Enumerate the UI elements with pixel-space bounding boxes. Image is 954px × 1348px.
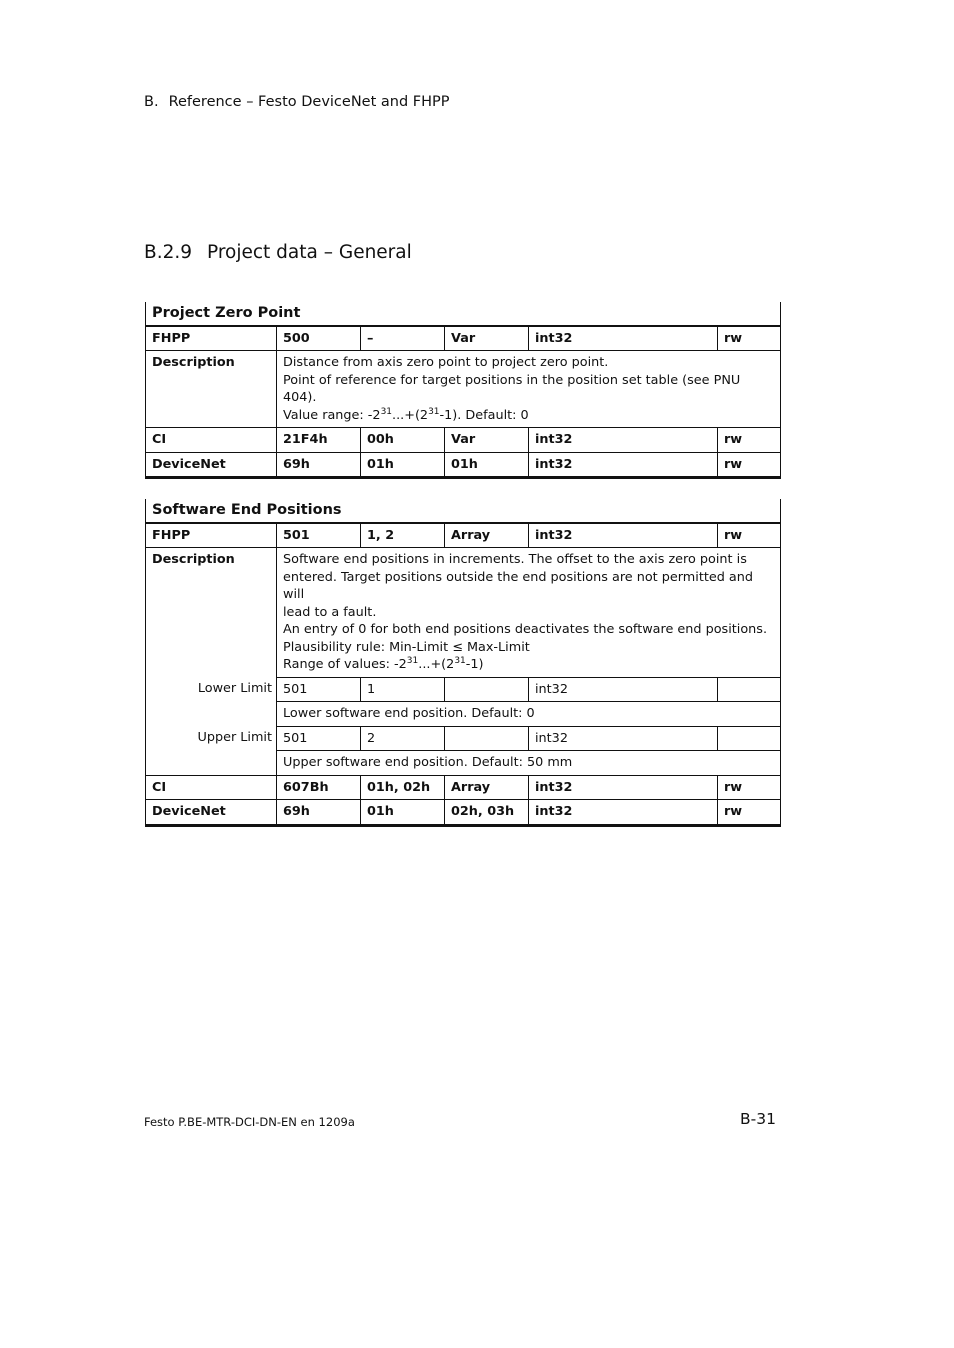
range-text: Range of values: -2 bbox=[283, 657, 407, 672]
type-cell bbox=[445, 726, 529, 751]
fhpp-row bbox=[146, 523, 781, 548]
row-label bbox=[146, 702, 277, 727]
datatype-cell: int32 bbox=[529, 452, 718, 478]
datatype-cell: int32 bbox=[529, 726, 718, 751]
pnu-cell: 500 bbox=[277, 326, 361, 351]
range-text: Value range: -2 bbox=[283, 407, 381, 423]
row-label: Upper Limit bbox=[146, 726, 277, 751]
chapter-number: B. bbox=[144, 94, 159, 110]
row-label: Description bbox=[146, 548, 277, 678]
description-line: Point of reference for target positions in the position set table (see PNU 404). bbox=[283, 372, 741, 405]
datatype-cell: int32 bbox=[529, 428, 718, 453]
exponent: 31 bbox=[406, 656, 419, 666]
datatype-cell: int32 bbox=[529, 523, 718, 548]
type-cell: Var bbox=[445, 326, 529, 351]
access-cell: rw bbox=[718, 775, 781, 800]
subindex-cell: 1, 2 bbox=[361, 523, 445, 548]
row-label: CI bbox=[146, 775, 277, 800]
ci-row bbox=[146, 428, 781, 453]
row-label: Description bbox=[146, 351, 277, 428]
upper-limit-row bbox=[146, 726, 781, 751]
ci-row bbox=[146, 775, 781, 800]
description-text bbox=[277, 351, 781, 428]
range-text: -1) bbox=[465, 657, 484, 672]
pnu-cell: 501 bbox=[277, 677, 361, 702]
row-label bbox=[146, 751, 277, 776]
value-range-line bbox=[283, 407, 774, 425]
page-number: B-31 bbox=[740, 1110, 776, 1128]
chapter-title: Reference – Festo DeviceNet and FHPP bbox=[168, 94, 450, 110]
description-line: Plausibility rule: Min-Limit ≤ Max-Limit bbox=[283, 639, 530, 655]
subindex-cell: 00h bbox=[361, 428, 445, 453]
description-line: Software end positions in increments. The offset to the axis zero point is bbox=[283, 552, 747, 567]
description-line: entered. Target positions outside the end positions are not permitted and will bbox=[283, 569, 753, 602]
section-number: B.2.9 bbox=[144, 242, 192, 263]
access-cell: rw bbox=[718, 523, 781, 548]
devicenet-row bbox=[146, 452, 781, 478]
range-text: ...+(2 bbox=[418, 657, 455, 672]
lower-limit-row bbox=[146, 677, 781, 702]
row-label: CI bbox=[146, 428, 277, 453]
table-project-zero-point bbox=[145, 302, 781, 479]
table-title: Software End Positions bbox=[146, 499, 781, 523]
row-label: FHPP bbox=[146, 326, 277, 351]
subindex-cell: 1 bbox=[361, 677, 445, 702]
range-text: ...+(2 bbox=[392, 407, 429, 423]
datatype-cell: int32 bbox=[529, 800, 718, 826]
datatype-cell: int32 bbox=[529, 326, 718, 351]
row-label: DeviceNet bbox=[146, 452, 277, 478]
exponent: 31 bbox=[380, 406, 393, 417]
class-cell: 69h bbox=[277, 800, 361, 826]
row-label: Lower Limit bbox=[146, 677, 277, 702]
type-cell: Var bbox=[445, 428, 529, 453]
class-cell: 69h bbox=[277, 452, 361, 478]
attribute-cell: 01h bbox=[445, 452, 529, 478]
description-line: An entry of 0 for both end positions deactivates the software end positions. bbox=[283, 622, 768, 637]
access-cell bbox=[718, 677, 781, 702]
access-cell: rw bbox=[718, 428, 781, 453]
description-text bbox=[277, 548, 781, 678]
fhpp-row bbox=[146, 326, 781, 351]
description-text: Upper software end position. Default: 50 mm bbox=[277, 751, 781, 776]
access-cell: rw bbox=[718, 800, 781, 826]
section-heading bbox=[144, 242, 412, 263]
description-row bbox=[146, 548, 781, 678]
exponent: 31 bbox=[428, 406, 440, 417]
index-cell: 21F4h bbox=[277, 428, 361, 453]
access-cell: rw bbox=[718, 326, 781, 351]
pnu-cell: 501 bbox=[277, 523, 361, 548]
range-text: -1). Default: 0 bbox=[439, 407, 529, 423]
pnu-cell: 501 bbox=[277, 726, 361, 751]
description-row bbox=[146, 351, 781, 428]
index-cell: 607Bh bbox=[277, 775, 361, 800]
datatype-cell: int32 bbox=[529, 677, 718, 702]
section-title: Project data – General bbox=[207, 242, 412, 263]
lower-limit-description-row bbox=[146, 702, 781, 727]
access-cell bbox=[718, 726, 781, 751]
subindex-cell: 01h, 02h bbox=[361, 775, 445, 800]
instance-cell: 01h bbox=[361, 452, 445, 478]
footer-document-id: Festo P.BE-MTR-DCI-DN-EN en 1209a bbox=[144, 1115, 355, 1129]
devicenet-row bbox=[146, 800, 781, 826]
table-title: Project Zero Point bbox=[146, 302, 781, 326]
exponent: 31 bbox=[454, 656, 466, 666]
attribute-cell: 02h, 03h bbox=[445, 800, 529, 826]
row-label: FHPP bbox=[146, 523, 277, 548]
subindex-cell: – bbox=[361, 326, 445, 351]
type-cell: Array bbox=[445, 523, 529, 548]
description-line: lead to a fault. bbox=[283, 604, 377, 620]
value-range-line bbox=[283, 656, 774, 674]
type-cell bbox=[445, 677, 529, 702]
upper-limit-description-row bbox=[146, 751, 781, 776]
datatype-cell: int32 bbox=[529, 775, 718, 800]
description-line: Distance from axis zero point to project zero point. bbox=[283, 355, 609, 370]
type-cell: Array bbox=[445, 775, 529, 800]
instance-cell: 01h bbox=[361, 800, 445, 826]
subindex-cell: 2 bbox=[361, 726, 445, 751]
access-cell: rw bbox=[718, 452, 781, 478]
description-text: Lower software end position. Default: 0 bbox=[277, 702, 781, 727]
running-header bbox=[144, 94, 450, 110]
table-software-end-positions bbox=[145, 499, 781, 827]
row-label: DeviceNet bbox=[146, 800, 277, 826]
